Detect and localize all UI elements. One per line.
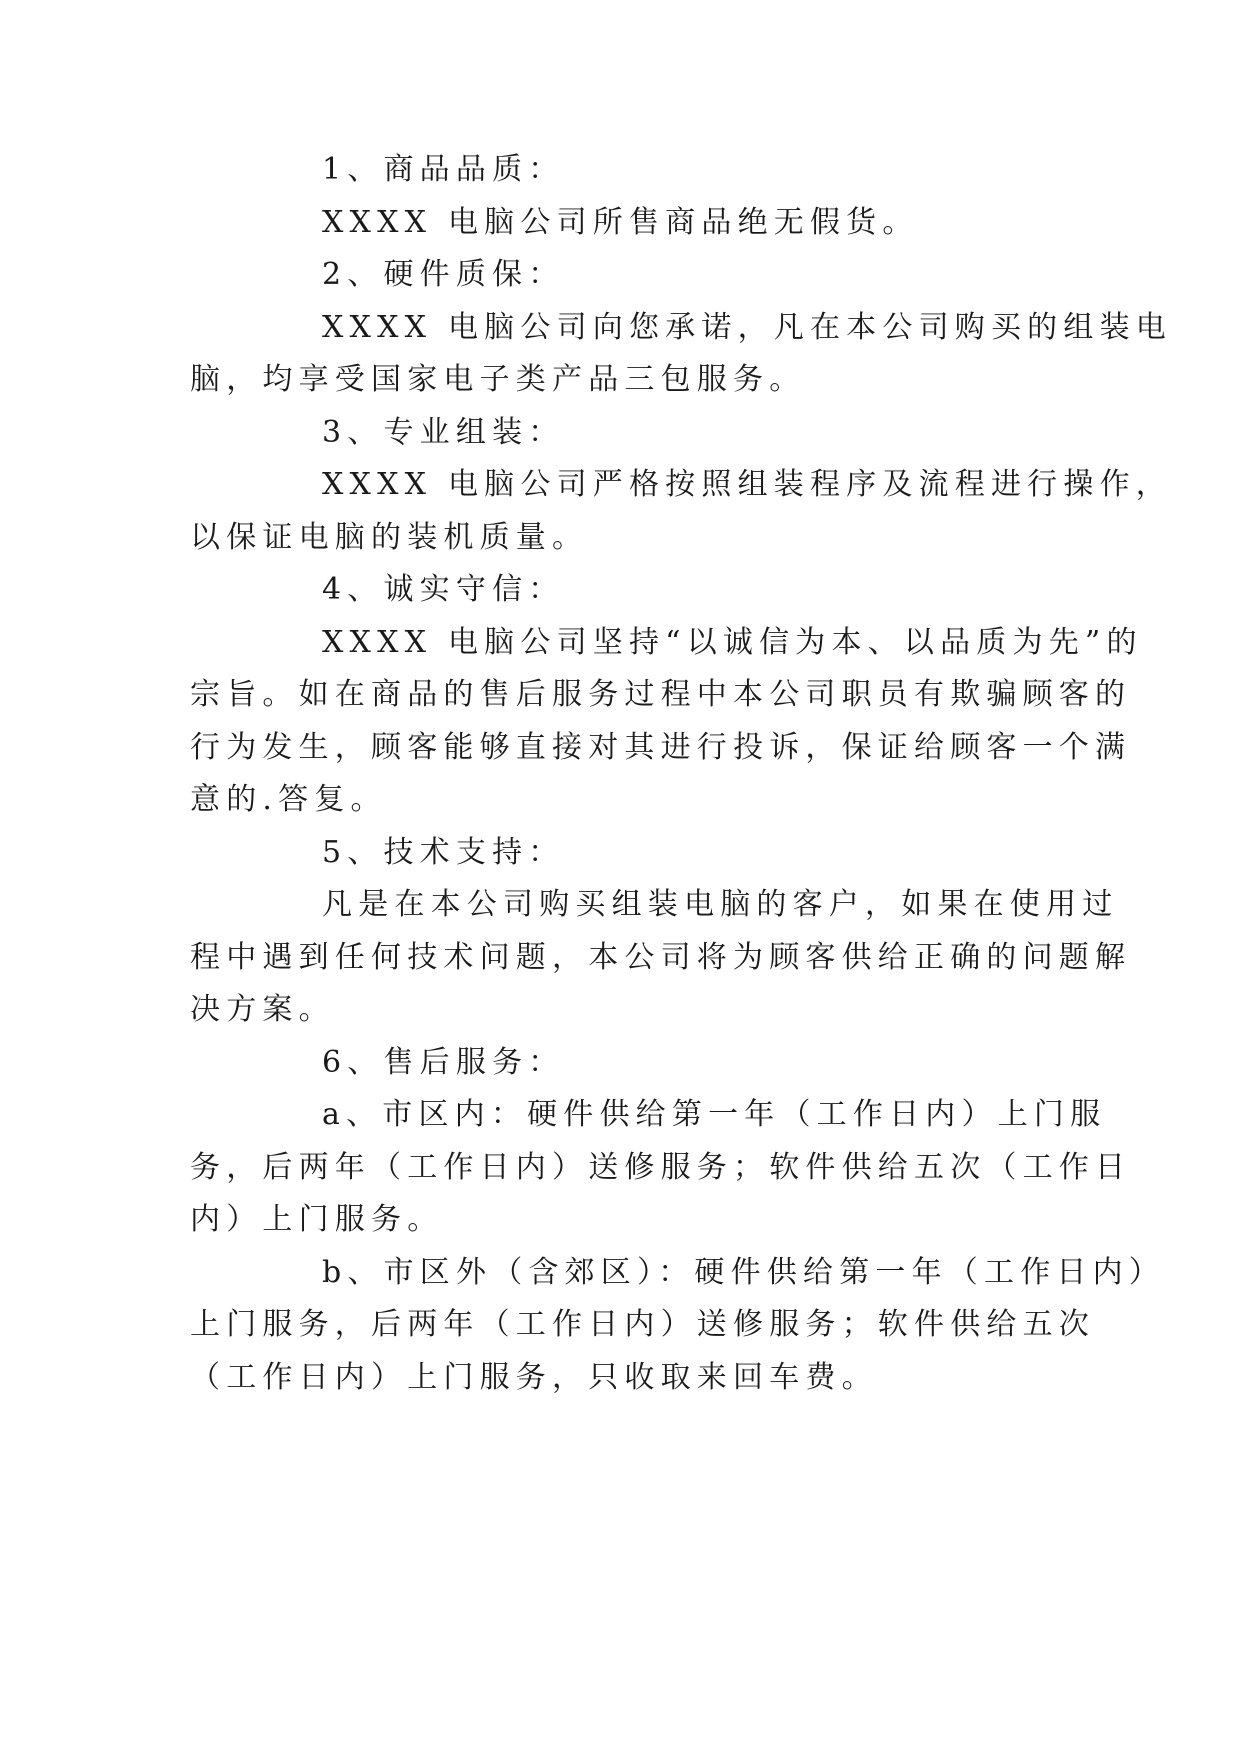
section-heading-after-sales: 6、售后服务： — [322, 1045, 565, 1080]
paragraph-line: 凡是在本公司购买组装电脑的客户，如果在使用过 — [322, 887, 1119, 922]
section-heading-quality: 1、商品品质： — [322, 152, 565, 187]
paragraph-line: b、市区外（含郊区）：硬件供给第一年（工作日内） — [322, 1255, 1166, 1290]
paragraph-line: 决方案。 — [190, 992, 335, 1027]
paragraph-line: XXXX 电脑公司所售商品绝无假货。 — [322, 205, 919, 240]
paragraph-line: 务，后两年（工作日内）送修服务；软件供给五次（工作日 — [190, 1150, 1132, 1185]
section-heading-assembly: 3、专业组装： — [322, 415, 565, 450]
paragraph-line: XXXX 电脑公司向您承诺，凡在本公司购买的组装电 — [322, 310, 1172, 345]
paragraph-line: （工作日内）上门服务，只收取来回车费。 — [190, 1360, 878, 1395]
paragraph-line: 以保证电脑的装机质量。 — [190, 520, 589, 555]
section-heading-integrity: 4、诚实守信： — [322, 572, 565, 607]
section-heading-warranty: 2、硬件质保： — [322, 257, 565, 292]
paragraph-line: a、市区内：硬件供给第一年（工作日内）上门服 — [322, 1097, 1107, 1132]
paragraph-line: 意的.答复。 — [190, 782, 387, 817]
paragraph-line: 宗旨。如在商品的售后服务过程中本公司职员有欺骗顾客的 — [190, 677, 1132, 712]
paragraph-line: XXXX 电脑公司坚持“以诚信为本、以品质为先”的 — [322, 625, 1143, 660]
section-heading-tech-support: 5、技术支持： — [322, 835, 565, 870]
paragraph-line: 程中遇到任何技术问题，本公司将为顾客供给正确的问题解 — [190, 940, 1132, 975]
paragraph-line: 上门服务，后两年（工作日内）送修服务；软件供给五次 — [190, 1307, 1095, 1342]
paragraph-line: XXXX 电脑公司严格按照组装程序及流程进行操作， — [322, 467, 1172, 502]
paragraph-line: 行为发生，顾客能够直接对其进行投诉，保证给顾客一个满 — [190, 730, 1132, 765]
paragraph-line: 脑，均享受国家电子类产品三包服务。 — [190, 362, 806, 397]
paragraph-line: 内）上门服务。 — [190, 1202, 444, 1237]
